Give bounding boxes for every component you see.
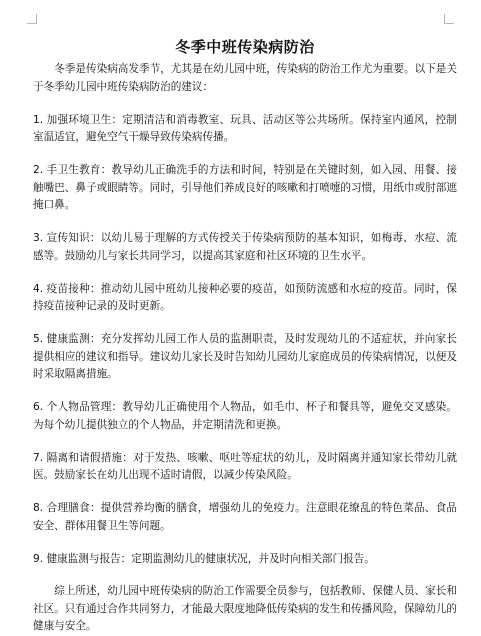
document-title: 冬季中班传染病防治 <box>175 38 315 56</box>
page-corner-mark-top-right <box>444 14 454 24</box>
list-item: 9. 健康监测与报告：定期监测幼儿的健康状况，并及时向相关部门报告。 <box>33 552 375 565</box>
list-item: 3. 宣传知识：以幼儿易于理解的方式传授关于传染病预防的基本知识，如梅毒、水痘、流感等。鼓励幼儿与家长共同学习，以提高其家庭和社区环境的卫生水平。 <box>33 232 457 262</box>
list-item: 5. 健康监测：充分发挥幼儿园工作人员的监测职责，及时发现幼儿的不适症状，并向家长提供相应的建议和指导。建议幼儿家长及时告知幼儿园幼儿家庭成员的传染病情况，以便及时采取隔离措施。 <box>33 333 457 380</box>
list-item: 8. 合理膳食：提供营养均衡的膳食，增强幼儿的免疫力。注意眼花缭乱的特色菜品、食品安全、群体用餐卫生等问题。 <box>33 502 457 532</box>
list-item: 4. 疫苗接种：推动幼儿园中班幼儿接种必要的疫苗，如预防流感和水痘的疫苗。同时，保持疫苗接种记录的及时更新。 <box>33 282 457 312</box>
list-item: 6. 个人物品管理：教导幼儿正确使用个人物品，如毛巾、杯子和餐具等，避免交叉感染。为每个幼儿提供独立的个人物品，并定期清洗和更换。 <box>33 401 457 431</box>
document-body <box>33 36 457 636</box>
list-item: 7. 隔离和请假措施：对于发热、咳嗽、呕吐等症状的幼儿，及时隔离并通知家长带幼儿就医。鼓励家长在幼儿出现不适时请假，以减少传染风险。 <box>33 451 457 481</box>
intro-paragraph: 冬季是传染病高发季节，尤其是在幼儿园中班，传染病的防治工作尤为重要。以下是关于冬季幼儿园中班传染病防治的建议： <box>33 63 457 93</box>
list-item: 2. 手卫生教育：教导幼儿正确洗手的方法和时间，特别是在关键时刻，如入园、用餐、接触嘴巴、鼻子或眼睛等。同时，引导他们养成良好的咳嗽和打喷嚏的习惯，用纸巾或肘部遮掩口鼻。 <box>33 164 457 211</box>
conclusion-paragraph: 综上所述，幼儿园中班传染病的防治工作需要全员参与，包括教师、保健人员、家长和社区。只有通过合作共同努力，才能最大限度地降低传染病的发生和传播风险，保障幼儿的健康与安全。 <box>33 585 457 632</box>
list-item: 1. 加强环境卫生：定期清洁和消毒教室、玩具、活动区等公共场所。保持室内通风，控制室温适宜，避免空气干燥导致传染病传播。 <box>33 113 457 143</box>
page-corner-mark-top-left <box>27 14 37 24</box>
